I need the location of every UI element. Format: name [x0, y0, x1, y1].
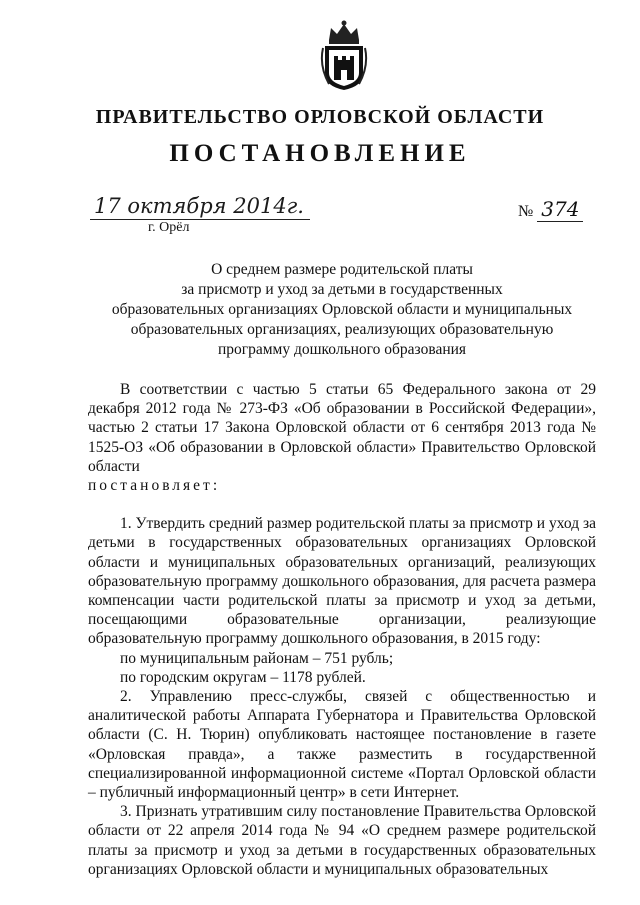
preamble-paragraph: В соответствии с частью 5 статьи 65 Федерального закона от 29 декабря 2012 года № 273-ФЗ «Об образовании в Российской Федерации», частью 2 статьи 17 Закона Орловской области от 6 сентября 2013 года № 1525-ОЗ «Об образовании в Орловской области» Правительство Орловской области — [88, 381, 596, 475]
document-title — [92, 260, 592, 360]
document-city: г. Орёл — [148, 220, 190, 235]
document-date: 17 октября 2014г. — [90, 193, 310, 220]
item-2-paragraph: 2. Управлению пресс-службы, связей с общественностью и аналитической работы Аппарата Губернатора и Правительства Орловской области (С. Н. Тюрин) опубликовать настоящее постановление в газете «Орловская правда», а также разместить в государственной специализированной информационной системе «Портал Орловской области – публичный информационный центр» в сети Интернет. — [88, 688, 596, 802]
item-3-paragraph: 3. Признать утратившим силу постановление Правительства Орловской области от 22 апреля 2014 года № 94 «О среднем размере родительской платы за присмотр и уход за детьми в государственных образовательных организациях Орловской области и муниципальных образовательных — [88, 803, 596, 878]
document-body — [88, 380, 596, 879]
item-1-municipal-districts: по муниципальным районам – 751 рубль; — [120, 649, 394, 667]
coat-of-arms-icon — [319, 18, 369, 92]
title-line: программу дошкольного образования — [217, 341, 467, 358]
title-line: О среднем размере родительской платы — [211, 261, 473, 278]
title-line: образовательных организациях, реализующих образовательную — [130, 321, 554, 338]
title-line: образовательных организациях Орловской области и муниципальных — [111, 301, 573, 318]
document-number-block — [518, 197, 583, 222]
resolves-word: постановляет: — [88, 477, 221, 495]
number-label: № — [518, 203, 534, 220]
document-type: ПОСТАНОВЛЕНИЕ — [169, 140, 471, 167]
item-1-city-districts: по городским округам – 1178 рублей. — [120, 668, 366, 686]
authority-name: ПРАВИТЕЛЬСТВО ОРЛОВСКОЙ ОБЛАСТИ — [95, 106, 545, 128]
document-number: 374 — [537, 197, 583, 222]
title-line: за присмотр и уход за детьми в государственных — [181, 281, 503, 298]
item-1-paragraph: 1. Утвердить средний размер родительской платы за присмотр и уход за детьми в государственных образовательных организациях Орловской области и муниципальных образовательных организаций, реализующих образовательную программу дошкольного образования, для расчета размера компенсации части родительской платы за присмотр и уход за детьми, посещающими образовательные организации, реализующие образовательную программу дошкольного образования, в 2015 году: — [88, 515, 596, 648]
